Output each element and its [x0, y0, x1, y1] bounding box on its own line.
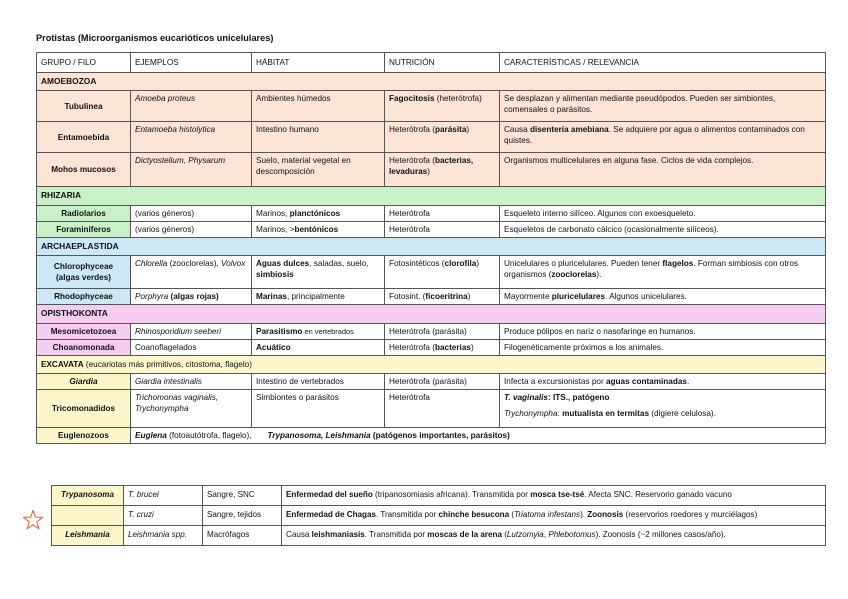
- header-ejemplos: EJEMPLOS: [131, 53, 252, 73]
- header-nutricion: NUTRICIÓN: [385, 53, 500, 73]
- species-cell: Leishmania spp.: [124, 525, 203, 545]
- characteristics-cell: Esqueletos de carbonato cálcico (ocasionalmente silíceos).: [500, 221, 826, 237]
- group-cell: [52, 505, 124, 525]
- example-cell: Euglena (fotoautótrofa, flagelo), Trypanosoma, Leishmania (patógenos importantes, parásitos): [131, 427, 826, 443]
- description-cell: Enfermedad del sueño (tripanosomiasis africana). Transmitida por mosca tse-tsé. Afecta SNC. Reservorio ganado vacuno: [282, 486, 826, 506]
- characteristics-cell: Filogenéticamente próximos a los animales.: [500, 339, 826, 355]
- example-cell: Coanoflagelados: [131, 339, 252, 355]
- example-cell: Giardia intestinalis: [131, 373, 252, 389]
- header-row: [37, 53, 826, 73]
- table-row: [37, 122, 826, 153]
- example-cell: Amoeba proteus: [131, 91, 252, 122]
- header-habitat: HÁBITAT: [252, 53, 385, 73]
- characteristics-cell: T. vaginalis: ITS., patógeno Trychonympha: mutualista en termitas (digiere celulosa).: [500, 389, 826, 427]
- nutrition-cell: Heterótrofa: [385, 389, 500, 427]
- characteristics-cell: Esqueleto interno silíceo. Algunos con exoesqueleto.: [500, 205, 826, 221]
- habitat-cell: Acuático: [252, 339, 385, 355]
- table-row: [37, 373, 826, 389]
- group-cell: Mesomicetozoea: [37, 323, 131, 339]
- table-row: [37, 289, 826, 305]
- characteristics-cell: Causa disentería amebiana. Se adquiere por agua o alimentos contaminados con quistes.: [500, 122, 826, 153]
- protists-table: [36, 52, 826, 444]
- group-cell: Leishmania: [52, 525, 124, 545]
- location-cell: Macrófagos: [203, 525, 282, 545]
- example-cell: (varios géneros): [131, 221, 252, 237]
- nutrition-cell: Heterótrofa (parásita): [385, 373, 500, 389]
- habitat-cell: Marinos, planctónicos: [252, 205, 385, 221]
- table-row: [37, 389, 826, 427]
- table-row: [37, 323, 826, 339]
- description-cell: Enfermedad de Chagas. Transmitida por chinche besucona (Triatoma infestans). Zoonosis (reservorios roedores y murciélagos): [282, 505, 826, 525]
- table-row: [37, 221, 826, 237]
- characteristics-cell: Organismos multicelulares en alguna fase. Ciclos de vida complejos.: [500, 153, 826, 187]
- nutrition-cell: Fagocitosis (heterótrofa): [385, 91, 500, 122]
- group-cell: Mohos mucosos: [37, 153, 131, 187]
- section-label: AMOEBOZOA: [37, 73, 826, 91]
- example-cell: Entamoeba histolytica: [131, 122, 252, 153]
- example-cell: (varios géneros): [131, 205, 252, 221]
- table-row: [37, 339, 826, 355]
- section-label: RHIZARIA: [37, 187, 826, 205]
- table-row: [52, 505, 826, 525]
- group-cell: Giardia: [37, 373, 131, 389]
- habitat-cell: Intestino humano: [252, 122, 385, 153]
- description-cell: Causa leishmaniasis. Transmitida por moscas de la arena (Lutzomyia, Phlebotomus). Zoonosis (~2 millones casos/año).: [282, 525, 826, 545]
- species-cell: T. brucei: [124, 486, 203, 506]
- table-row: [52, 525, 826, 545]
- section-label: OPISTHOKONTA: [37, 305, 826, 323]
- table-row: [37, 256, 826, 289]
- header-grupo: GRUPO / FILO: [37, 53, 131, 73]
- habitat-cell: Aguas dulces, saladas, suelo, simbiosis: [252, 256, 385, 289]
- group-cell: Rhodophyceae: [37, 289, 131, 305]
- nutrition-cell: Heterótrofa: [385, 205, 500, 221]
- nutrition-cell: Heterótrofa: [385, 221, 500, 237]
- example-cell: Rhinosporidium seeberi: [131, 323, 252, 339]
- habitat-cell: Simbiontes o parásitos: [252, 389, 385, 427]
- star-icon: [22, 509, 44, 531]
- characteristics-cell: Produce pólipos en nariz o nasofaringe en humanos.: [500, 323, 826, 339]
- habitat-cell: Marinos, >bentónicos: [252, 221, 385, 237]
- section-opisthokonta: [37, 305, 826, 323]
- characteristics-cell: Infecta a excursionistas por aguas contaminadas.: [500, 373, 826, 389]
- nutrition-cell: Heterótrofa (parásita): [385, 323, 500, 339]
- habitat-cell: Marinas, principalmente: [252, 289, 385, 305]
- species-cell: T. cruzi: [124, 505, 203, 525]
- group-cell: Choanomonada: [37, 339, 131, 355]
- example-cell: Porphyra (algas rojas): [131, 289, 252, 305]
- habitat-cell: Ambientes húmedos: [252, 91, 385, 122]
- table-row: [37, 91, 826, 122]
- group-cell: Foraminíferos: [37, 221, 131, 237]
- group-cell: Tubulinea: [37, 91, 131, 122]
- group-cell: Radiolarios: [37, 205, 131, 221]
- habitat-cell: Parasitismo en vertebrados: [252, 323, 385, 339]
- nutrition-cell: Heterótrofa (parásita): [385, 122, 500, 153]
- group-cell: Trypanosoma: [52, 486, 124, 506]
- location-cell: Sangre, SNC: [203, 486, 282, 506]
- group-cell: Euglenozoos: [37, 427, 131, 443]
- nutrition-cell: Heterótrofa (bacterias): [385, 339, 500, 355]
- header-caracteristicas: CARACTERÍSTICAS / RELEVANCIA: [500, 53, 826, 73]
- habitat-cell: Suelo, material vegetal en descomposición: [252, 153, 385, 187]
- example-cell: Trichomonas vaginalis, Trychonympha: [131, 389, 252, 427]
- section-label: ARCHAEPLASTIDA: [37, 237, 826, 255]
- nutrition-cell: Fotosint. (ficoeritrina): [385, 289, 500, 305]
- group-cell: Chlorophyceae (algas verdes): [37, 256, 131, 289]
- habitat-cell: Intestino de vertebrados: [252, 373, 385, 389]
- nutrition-cell: Heterótrofa (bacterias, levaduras): [385, 153, 500, 187]
- table-row: [52, 486, 826, 506]
- section-amoebozoa: [37, 73, 826, 91]
- location-cell: Sangre, tejidos: [203, 505, 282, 525]
- table-row: [37, 427, 826, 443]
- characteristics-cell: Mayormente pluricelulares. Algunos unicelulares.: [500, 289, 826, 305]
- section-label: EXCAVATA (eucariotas más primitivos, citostoma, flagelo): [37, 355, 826, 373]
- example-cell: Chlorella (zooclorelas), Volvox: [131, 256, 252, 289]
- example-cell: Dictyostelium, Physarum: [131, 153, 252, 187]
- section-archaeplastida: [37, 237, 826, 255]
- section-excavata: [37, 355, 826, 373]
- nutrition-cell: Fotosintéticos (clorofila): [385, 256, 500, 289]
- page-title: Protistas (Microorganismos eucarióticos unicelulares): [36, 33, 274, 43]
- group-cell: Tricomonadidos: [37, 389, 131, 427]
- characteristics-cell: Unicelulares o pluricelulares. Pueden tener flagelos. Forman simbiosis con otros organismos (zooclorelas).: [500, 256, 826, 289]
- euglenozoa-subtable: [51, 485, 826, 546]
- characteristics-cell: Se desplazan y alimentan mediante pseudópodos. Pueden ser simbiontes, comensales o parásitos.: [500, 91, 826, 122]
- table-row: [37, 153, 826, 187]
- table-row: [37, 205, 826, 221]
- group-cell: Entamoebida: [37, 122, 131, 153]
- section-rhizaria: [37, 187, 826, 205]
